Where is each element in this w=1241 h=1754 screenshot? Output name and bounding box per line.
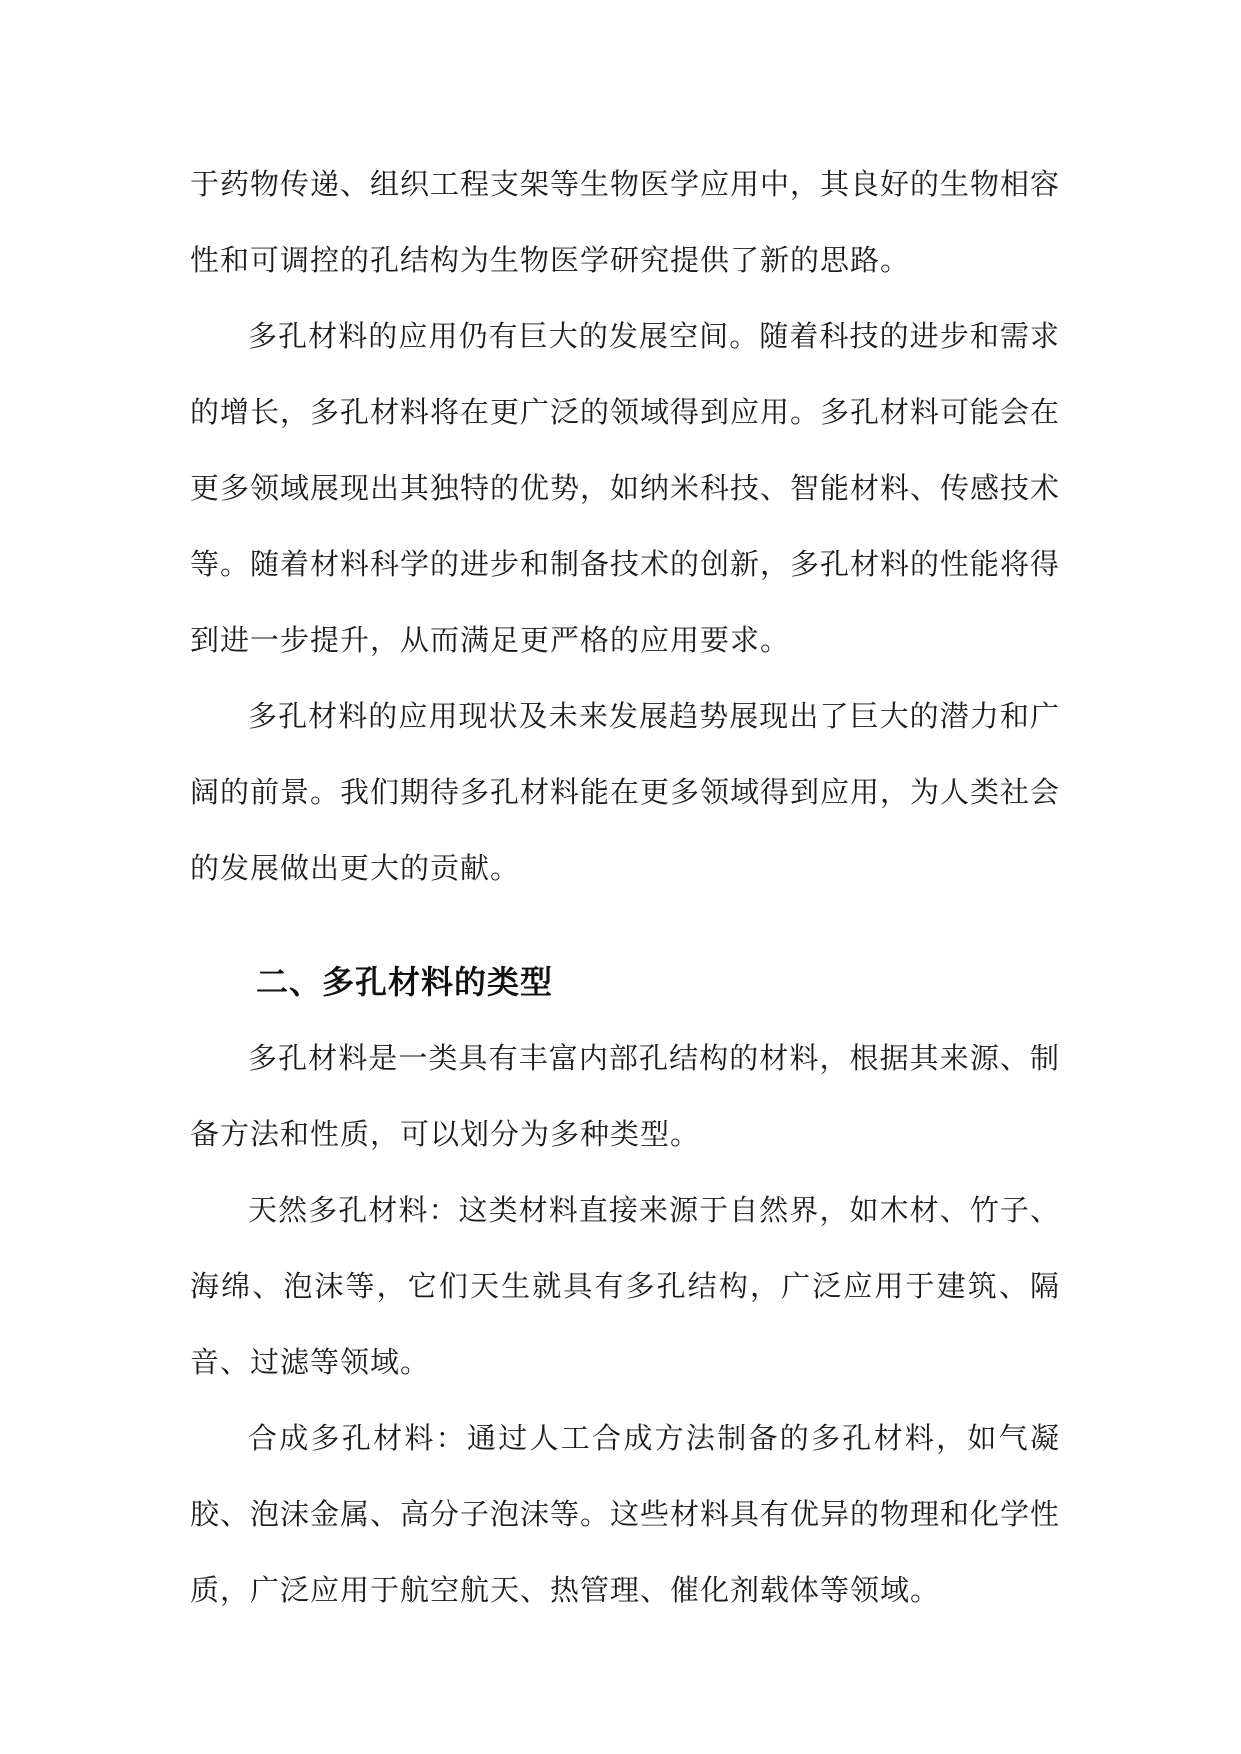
document-body (190, 146, 1060, 1628)
paragraph-types-intro: 多孔材料是一类具有丰富内部孔结构的材料，根据其来源、制备方法和性质，可以划分为多种类型。 (190, 1041, 1060, 1151)
section-heading: 二、多孔材料的类型 (256, 963, 554, 1001)
paragraph-natural-porous: 天然多孔材料：这类材料直接来源于自然界，如木材、竹子、海绵、泡沫等，它们天生就具有多孔结构，广泛应用于建筑、隔音、过滤等领域。 (190, 1193, 1060, 1379)
paragraph-future-prospects: 多孔材料的应用现状及未来发展趋势展现出了巨大的潜力和广阔的前景。我们期待多孔材料能在更多领域得到应用，为人类社会的发展做出更大的贡献。 (190, 699, 1061, 885)
paragraph-development-space: 多孔材料的应用仍有巨大的发展空间。随着科技的进步和需求的增长，多孔材料将在更广泛的领域得到应用。多孔材料可能会在更多领域展现出其独特的优势，如纳米科技、智能材料、传感技术等。随着材料科学的进步和制备技术的创新，多孔材料的性能将得到进一步提升，从而满足更严格的应用要求。 (190, 319, 1061, 657)
paragraph-synthetic-porous: 合成多孔材料：通过人工合成方法制备的多孔材料，如气凝胶、泡沫金属、高分子泡沫等。这些材料具有优异的物理和化学性质，广泛应用于航空航天、热管理、催化剂载体等领域。 (190, 1421, 1061, 1607)
paragraph-drug-delivery: 于药物传递、组织工程支架等生物医学应用中，其良好的生物相容性和可调控的孔结构为生物医学研究提供了新的思路。 (190, 167, 1061, 277)
